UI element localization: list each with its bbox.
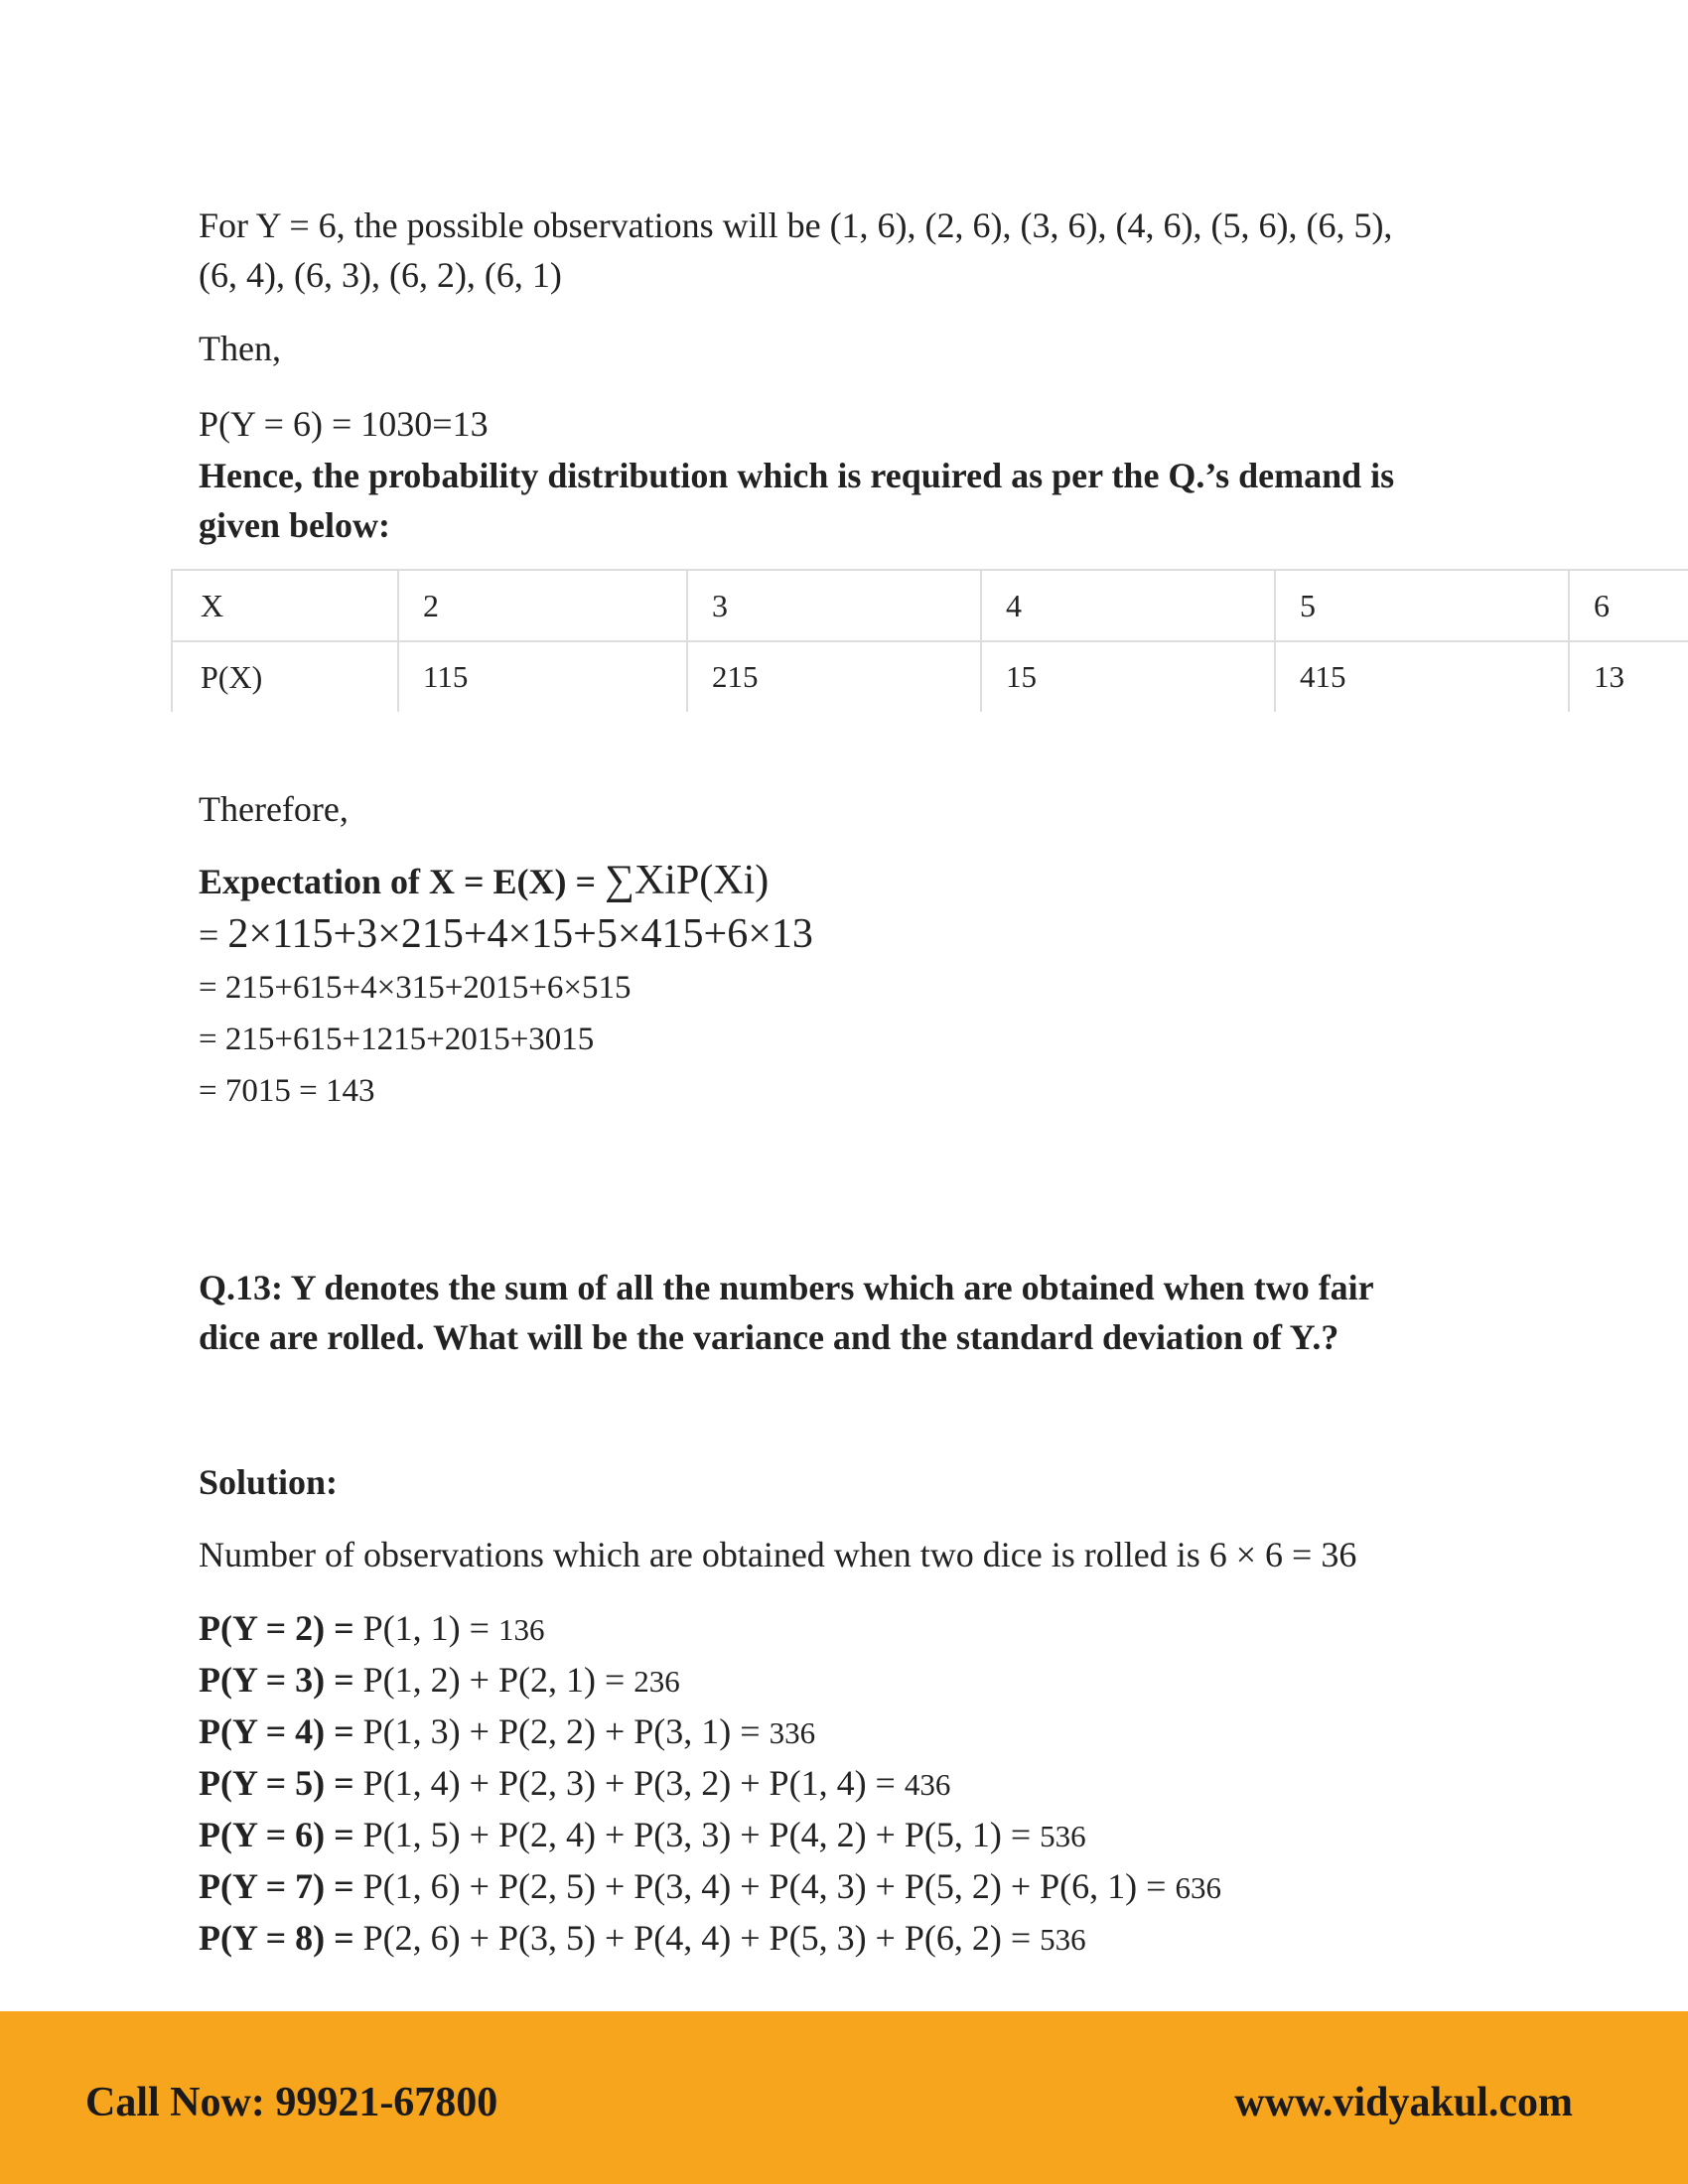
website-link[interactable]: www.vidyakul.com bbox=[1234, 2080, 1573, 2125]
question-line-2: dice are rolled. What will be the variance and the standard deviation of Y.? bbox=[199, 1317, 1339, 1357]
table-cell: X bbox=[172, 570, 398, 641]
hence-line-2: given below: bbox=[199, 505, 390, 545]
table-cell: P(X) bbox=[172, 641, 398, 712]
probability-distribution-table bbox=[171, 569, 1688, 712]
solution-heading: Solution: bbox=[199, 1462, 339, 1502]
table-cell: 3 bbox=[687, 570, 981, 641]
footer-banner bbox=[0, 2011, 1688, 2184]
expectation-heading bbox=[199, 856, 769, 906]
list-item: P(Y = 3) = P(1, 2) + P(2, 1) = 236 bbox=[199, 1660, 680, 1700]
table-cell: 115 bbox=[398, 641, 687, 712]
list-item: P(Y = 6) = P(1, 5) + P(2, 4) + P(3, 3) + P(4, 2) + P(5, 1) = 536 bbox=[199, 1815, 1086, 1854]
table-cell: 2 bbox=[398, 570, 687, 641]
list-item: P(Y = 5) = P(1, 4) + P(2, 3) + P(3, 2) + P(1, 4) = 436 bbox=[199, 1763, 951, 1803]
table-row-x bbox=[172, 570, 1688, 641]
probability-list bbox=[199, 1603, 1221, 1965]
intro-text bbox=[199, 201, 1392, 300]
hence-statement bbox=[199, 451, 1394, 550]
intro-line-2: (6, 4), (6, 3), (6, 2), (6, 1) bbox=[199, 255, 562, 295]
expectation-formula: ∑XiP(Xi) bbox=[605, 858, 770, 903]
step1-expression: 2×115+3×215+4×15+5×415+6×13 bbox=[227, 911, 813, 957]
then-text: Then, bbox=[199, 329, 281, 368]
table-cell: 6 bbox=[1569, 570, 1688, 641]
py6-equation: P(Y = 6) = 1030=13 bbox=[199, 404, 489, 444]
table-cell: 4 bbox=[981, 570, 1275, 641]
hence-line-1: Hence, the probability distribution which is required as per the Q.’s demand is bbox=[199, 456, 1395, 495]
table-cell: 15 bbox=[981, 641, 1275, 712]
step1-prefix: = bbox=[199, 915, 228, 955]
table-cell: 415 bbox=[1275, 641, 1569, 712]
call-now-text: Call Now: 99921-67800 bbox=[85, 2080, 498, 2125]
expectation-step-4: = 7015 = 143 bbox=[199, 1073, 375, 1109]
solution-intro: Number of observations which are obtained when two dice is rolled is 6 × 6 = 36 bbox=[199, 1535, 1357, 1574]
list-item: P(Y = 8) = P(2, 6) + P(3, 5) + P(4, 4) + P(5, 3) + P(6, 2) = 536 bbox=[199, 1918, 1086, 1958]
question-13 bbox=[199, 1263, 1374, 1362]
list-item: P(Y = 7) = P(1, 6) + P(2, 5) + P(3, 4) + P(4, 3) + P(5, 2) + P(6, 1) = 636 bbox=[199, 1866, 1221, 1906]
intro-line-1: For Y = 6, the possible observations will be (1, 6), (2, 6), (3, 6), (4, 6), (5, 6), (6, 5), bbox=[199, 205, 1393, 245]
expectation-label: Expectation of X = E(X) = bbox=[199, 862, 605, 901]
expectation-step-2: = 215+615+4×315+2015+6×515 bbox=[199, 970, 632, 1006]
table-cell: 215 bbox=[687, 641, 981, 712]
expectation-step-1 bbox=[199, 909, 813, 960]
list-item: P(Y = 4) = P(1, 3) + P(2, 2) + P(3, 1) = 336 bbox=[199, 1711, 816, 1751]
therefore-text: Therefore, bbox=[199, 789, 349, 829]
table-row-px bbox=[172, 641, 1688, 712]
table-cell: 13 bbox=[1569, 641, 1688, 712]
table-cell: 5 bbox=[1275, 570, 1569, 641]
question-line-1: Q.13: Y denotes the sum of all the numbers which are obtained when two fair bbox=[199, 1268, 1374, 1307]
list-item: P(Y = 2) = P(1, 1) = 136 bbox=[199, 1608, 545, 1648]
expectation-step-3: = 215+615+1215+2015+3015 bbox=[199, 1022, 595, 1057]
